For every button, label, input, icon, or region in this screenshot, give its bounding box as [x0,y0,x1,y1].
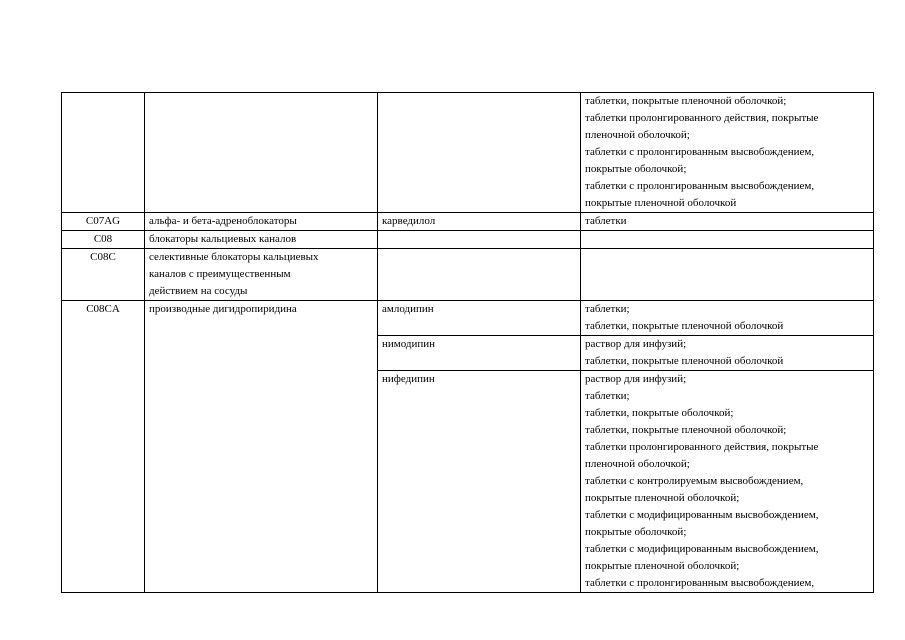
group-cell [145,301,378,593]
substance-cell [378,249,581,301]
group-cell [145,231,378,249]
dosage-form-line: таблетки с пролонгированным высвобождением, [585,146,815,158]
atc-code-cell: C07AG [62,213,145,231]
table-row [62,213,874,231]
dosage-form-line: таблетки с пролонгированным высвобождением, [585,577,815,589]
forms-cell [581,301,874,336]
dosage-form-line: таблетки, покрытые пленочной оболочкой [585,355,784,367]
forms-cell [581,249,874,301]
dosage-form-line: таблетки пролонгированного действия, покрытые [585,441,819,453]
dosage-form-line: таблетки с пролонгированным высвобождением, [585,180,815,192]
substance-cell: нимодипин [378,336,581,371]
group-name-line: альфа- и бета-адреноблокаторы [149,215,297,227]
dosage-form-line: покрытые оболочкой; [585,526,687,538]
group-name-line: производные дигидропиридина [149,303,297,315]
atc-code-cell: C08 [62,231,145,249]
substance-cell: карведилол [378,213,581,231]
group-cell [145,213,378,231]
substance-cell [378,231,581,249]
dosage-form-line: таблетки, покрытые оболочкой; [585,407,734,419]
dosage-form-line: таблетки; [585,390,630,402]
dosage-form-line: покрытые пленочной оболочкой; [585,560,740,572]
dosage-form-line: таблетки пролонгированного действия, покрытые [585,112,819,124]
group-name-line: селективные блокаторы кальциевых [149,251,319,263]
dosage-form-line: таблетки с модифицированным высвобождением, [585,543,819,555]
dosage-form-line: раствор для инфузий; [585,373,687,385]
table-row [62,231,874,249]
group-cell [145,249,378,301]
dosage-form-line: покрытые оболочкой; [585,163,687,175]
dosage-form-line: таблетки с контролируемым высвобождением, [585,475,804,487]
dosage-form-line: таблетки; [585,303,630,315]
dosage-form-line: таблетки, покрытые пленочной оболочкой [585,320,784,332]
forms-cell [581,213,874,231]
group-name-line: блокаторы кальциевых каналов [149,233,297,245]
table-row [62,301,874,336]
dosage-form-line: покрытые пленочной оболочкой [585,197,737,209]
substance-cell: нифедипин [378,371,581,593]
group-name-line: каналов с преимущественным [149,268,291,280]
group-name-line: действием на сосуды [149,285,248,297]
dosage-form-line: таблетки, покрытые пленочной оболочкой; [585,424,787,436]
drug-table [61,92,874,593]
atc-code-cell: C08C [62,249,145,301]
atc-code-cell: C08CA [62,301,145,593]
dosage-form-line: пленочной оболочкой; [585,458,690,470]
forms-cell [581,231,874,249]
group-cell [145,93,378,213]
table-row [62,93,874,213]
dosage-form-line: таблетки с модифицированным высвобождением, [585,509,819,521]
substance-cell: амлодипин [378,301,581,336]
dosage-form-line: пленочной оболочкой; [585,129,690,141]
dosage-form-line: таблетки, покрытые пленочной оболочкой; [585,95,787,107]
dosage-form-line: покрытые пленочной оболочкой; [585,492,740,504]
dosage-form-line: раствор для инфузий; [585,338,687,350]
forms-cell [581,336,874,371]
table-row [62,249,874,301]
forms-cell [581,93,874,213]
substance-cell [378,93,581,213]
atc-code-cell [62,93,145,213]
dosage-form-line: таблетки [585,215,627,227]
forms-cell [581,371,874,593]
